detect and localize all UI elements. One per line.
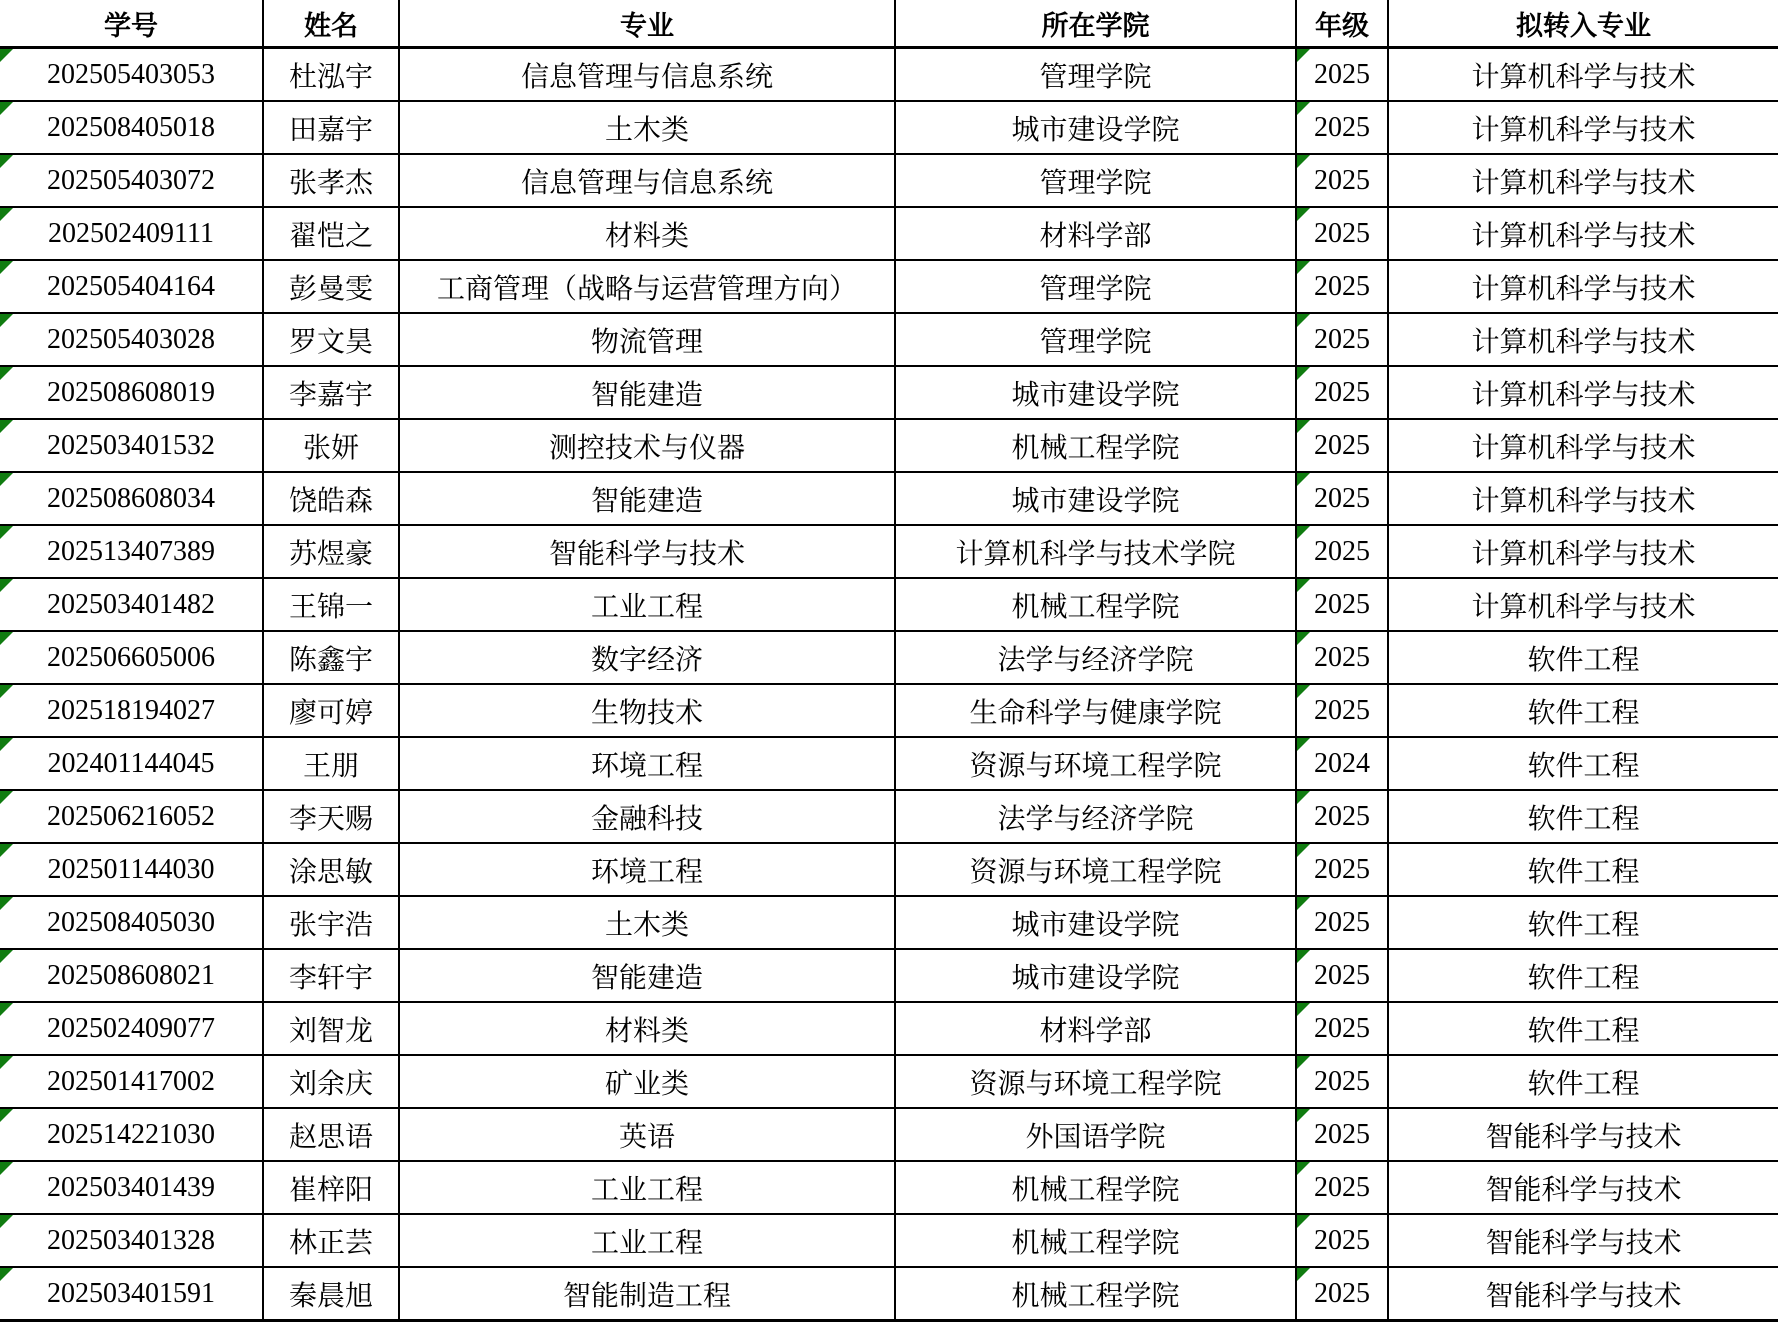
error-indicator-icon <box>1297 1056 1310 1069</box>
cell-name[interactable]: 陈鑫宇 <box>263 631 399 684</box>
cell-target-major[interactable]: 计算机科学与技术 <box>1388 101 1778 154</box>
error-indicator-icon <box>0 155 13 168</box>
cell-major[interactable]: 智能建造 <box>399 366 895 419</box>
cell-student-id[interactable]: 202508608021 <box>0 949 263 1002</box>
table-row <box>0 154 1778 207</box>
error-indicator-icon <box>1297 208 1310 221</box>
cell-major[interactable]: 工业工程 <box>399 578 895 631</box>
cell-college[interactable]: 城市建设学院 <box>895 101 1296 154</box>
cell-college[interactable]: 材料学部 <box>895 1002 1296 1055</box>
cell-target-major[interactable]: 软件工程 <box>1388 684 1778 737</box>
cell-student-id[interactable]: 202518194027 <box>0 684 263 737</box>
cell-college[interactable]: 机械工程学院 <box>895 578 1296 631</box>
table-row <box>0 843 1778 896</box>
cell-target-major[interactable]: 计算机科学与技术 <box>1388 48 1778 102</box>
cell-grade[interactable]: 2025 <box>1296 896 1388 949</box>
table-row <box>0 631 1778 684</box>
cell-name[interactable]: 刘余庆 <box>263 1055 399 1108</box>
cell-name[interactable]: 王锦一 <box>263 578 399 631</box>
cell-student-id[interactable]: 202513407389 <box>0 525 263 578</box>
cell-name[interactable]: 刘智龙 <box>263 1002 399 1055</box>
cell-grade[interactable]: 2025 <box>1296 790 1388 843</box>
error-indicator-icon <box>0 632 13 645</box>
error-indicator-icon <box>0 49 13 62</box>
table-row <box>0 366 1778 419</box>
cell-name[interactable]: 彭曼雯 <box>263 260 399 313</box>
cell-student-id[interactable]: 202502409111 <box>0 207 263 260</box>
error-indicator-icon <box>0 685 13 698</box>
cell-college[interactable]: 城市建设学院 <box>895 949 1296 1002</box>
error-indicator-icon <box>1297 950 1310 963</box>
table-row <box>0 260 1778 313</box>
error-indicator-icon <box>0 314 13 327</box>
cell-name[interactable]: 饶皓森 <box>263 472 399 525</box>
error-indicator-icon <box>1297 49 1310 62</box>
cell-name[interactable]: 李轩宇 <box>263 949 399 1002</box>
table-row <box>0 472 1778 525</box>
cell-major[interactable]: 智能科学与技术 <box>399 525 895 578</box>
header-row <box>0 0 1778 48</box>
table-row <box>0 313 1778 366</box>
cell-name[interactable]: 李天赐 <box>263 790 399 843</box>
error-indicator-icon <box>1297 473 1310 486</box>
table-row <box>0 1108 1778 1161</box>
cell-name[interactable]: 张孝杰 <box>263 154 399 207</box>
cell-grade[interactable]: 2025 <box>1296 684 1388 737</box>
cell-target-major[interactable]: 计算机科学与技术 <box>1388 366 1778 419</box>
table-row <box>0 207 1778 260</box>
cell-target-major[interactable]: 智能科学与技术 <box>1388 1214 1778 1267</box>
cell-major[interactable]: 土木类 <box>399 101 895 154</box>
cell-target-major[interactable]: 软件工程 <box>1388 1002 1778 1055</box>
table-row <box>0 1161 1778 1214</box>
cell-target-major[interactable]: 软件工程 <box>1388 949 1778 1002</box>
cell-target-major[interactable]: 计算机科学与技术 <box>1388 260 1778 313</box>
error-indicator-icon <box>0 473 13 486</box>
cell-grade[interactable]: 2025 <box>1296 1161 1388 1214</box>
cell-college[interactable]: 城市建设学院 <box>895 366 1296 419</box>
cell-major[interactable]: 英语 <box>399 1108 895 1161</box>
cell-student-id[interactable]: 202514221030 <box>0 1108 263 1161</box>
cell-college[interactable]: 机械工程学院 <box>895 1161 1296 1214</box>
cell-student-id[interactable]: 202503401591 <box>0 1267 263 1321</box>
cell-target-major[interactable]: 计算机科学与技术 <box>1388 154 1778 207</box>
cell-grade[interactable]: 2025 <box>1296 207 1388 260</box>
cell-grade[interactable]: 2025 <box>1296 631 1388 684</box>
col-header-grade: 年级 <box>1296 0 1388 48</box>
cell-target-major[interactable]: 智能科学与技术 <box>1388 1161 1778 1214</box>
cell-major[interactable]: 智能建造 <box>399 949 895 1002</box>
cell-college[interactable]: 机械工程学院 <box>895 419 1296 472</box>
cell-student-id[interactable]: 202503401439 <box>0 1161 263 1214</box>
cell-name[interactable]: 张宇浩 <box>263 896 399 949</box>
cell-grade[interactable]: 2025 <box>1296 366 1388 419</box>
col-header-college: 所在学院 <box>895 0 1296 48</box>
error-indicator-icon <box>1297 632 1310 645</box>
cell-student-id[interactable]: 202505403053 <box>0 48 263 102</box>
cell-student-id[interactable]: 202501417002 <box>0 1055 263 1108</box>
cell-target-major[interactable]: 计算机科学与技术 <box>1388 313 1778 366</box>
error-indicator-icon <box>1297 1162 1310 1175</box>
error-indicator-icon <box>1297 897 1310 910</box>
cell-name[interactable]: 秦晨旭 <box>263 1267 399 1321</box>
table-row <box>0 737 1778 790</box>
cell-student-id[interactable]: 202506605006 <box>0 631 263 684</box>
table-row <box>0 896 1778 949</box>
error-indicator-icon <box>1297 738 1310 751</box>
error-indicator-icon <box>1297 579 1310 592</box>
cell-college[interactable]: 管理学院 <box>895 260 1296 313</box>
cell-target-major[interactable]: 软件工程 <box>1388 631 1778 684</box>
table-row <box>0 48 1778 102</box>
cell-student-id[interactable]: 202508608019 <box>0 366 263 419</box>
error-indicator-icon <box>1297 791 1310 804</box>
cell-college[interactable]: 生命科学与健康学院 <box>895 684 1296 737</box>
cell-target-major[interactable]: 计算机科学与技术 <box>1388 419 1778 472</box>
cell-name[interactable]: 张妍 <box>263 419 399 472</box>
cell-major[interactable]: 数字经济 <box>399 631 895 684</box>
cell-target-major[interactable]: 智能科学与技术 <box>1388 1267 1778 1321</box>
table-row <box>0 1267 1778 1321</box>
cell-major[interactable]: 测控技术与仪器 <box>399 419 895 472</box>
error-indicator-icon <box>0 579 13 592</box>
cell-college[interactable]: 法学与经济学院 <box>895 790 1296 843</box>
error-indicator-icon <box>0 1003 13 1016</box>
cell-major[interactable]: 工商管理（战略与运营管理方向） <box>399 260 895 313</box>
error-indicator-icon <box>1297 685 1310 698</box>
table-row <box>0 525 1778 578</box>
cell-college[interactable]: 城市建设学院 <box>895 896 1296 949</box>
cell-student-id[interactable]: 202503401532 <box>0 419 263 472</box>
cell-name[interactable]: 林正芸 <box>263 1214 399 1267</box>
error-indicator-icon <box>1297 526 1310 539</box>
cell-college[interactable]: 外国语学院 <box>895 1108 1296 1161</box>
cell-major[interactable]: 生物技术 <box>399 684 895 737</box>
cell-target-major[interactable]: 计算机科学与技术 <box>1388 578 1778 631</box>
cell-grade[interactable]: 2025 <box>1296 260 1388 313</box>
error-indicator-icon <box>1297 1268 1310 1281</box>
cell-major[interactable]: 土木类 <box>399 896 895 949</box>
cell-college[interactable]: 资源与环境工程学院 <box>895 843 1296 896</box>
cell-grade[interactable]: 2025 <box>1296 949 1388 1002</box>
error-indicator-icon <box>0 208 13 221</box>
cell-name[interactable]: 廖可婷 <box>263 684 399 737</box>
table-row <box>0 1055 1778 1108</box>
cell-target-major[interactable]: 软件工程 <box>1388 843 1778 896</box>
error-indicator-icon <box>0 1056 13 1069</box>
cell-target-major[interactable]: 软件工程 <box>1388 790 1778 843</box>
cell-major[interactable]: 智能建造 <box>399 472 895 525</box>
cell-student-id[interactable]: 202505403072 <box>0 154 263 207</box>
cell-target-major[interactable]: 计算机科学与技术 <box>1388 525 1778 578</box>
cell-student-id[interactable]: 202401144045 <box>0 737 263 790</box>
error-indicator-icon <box>1297 844 1310 857</box>
cell-grade[interactable]: 2025 <box>1296 1002 1388 1055</box>
error-indicator-icon <box>0 844 13 857</box>
error-indicator-icon <box>1297 1109 1310 1122</box>
table-row <box>0 101 1778 154</box>
cell-name[interactable]: 赵思语 <box>263 1108 399 1161</box>
cell-major[interactable]: 工业工程 <box>399 1161 895 1214</box>
cell-grade[interactable]: 2024 <box>1296 737 1388 790</box>
cell-grade[interactable]: 2025 <box>1296 313 1388 366</box>
table-row <box>0 578 1778 631</box>
cell-name[interactable]: 李嘉宇 <box>263 366 399 419</box>
cell-student-id[interactable]: 202501144030 <box>0 843 263 896</box>
cell-name[interactable]: 王朋 <box>263 737 399 790</box>
cell-major[interactable]: 环境工程 <box>399 737 895 790</box>
cell-grade[interactable]: 2025 <box>1296 1267 1388 1321</box>
error-indicator-icon <box>0 102 13 115</box>
col-header-student-id: 学号 <box>0 0 263 48</box>
table-row <box>0 949 1778 1002</box>
cell-grade[interactable]: 2025 <box>1296 48 1388 102</box>
cell-student-id[interactable]: 202503401328 <box>0 1214 263 1267</box>
cell-college[interactable]: 法学与经济学院 <box>895 631 1296 684</box>
cell-college[interactable]: 资源与环境工程学院 <box>895 1055 1296 1108</box>
error-indicator-icon <box>0 950 13 963</box>
error-indicator-icon <box>0 261 13 274</box>
cell-grade[interactable]: 2025 <box>1296 1108 1388 1161</box>
cell-name[interactable]: 翟恺之 <box>263 207 399 260</box>
error-indicator-icon <box>1297 1003 1310 1016</box>
cell-grade[interactable]: 2025 <box>1296 154 1388 207</box>
error-indicator-icon <box>0 1109 13 1122</box>
cell-grade[interactable]: 2025 <box>1296 578 1388 631</box>
cell-college[interactable]: 机械工程学院 <box>895 1214 1296 1267</box>
error-indicator-icon <box>1297 102 1310 115</box>
error-indicator-icon <box>0 1215 13 1228</box>
error-indicator-icon <box>1297 314 1310 327</box>
cell-major[interactable]: 矿业类 <box>399 1055 895 1108</box>
table-row <box>0 419 1778 472</box>
table-row <box>0 1214 1778 1267</box>
error-indicator-icon <box>1297 155 1310 168</box>
cell-college[interactable]: 管理学院 <box>895 154 1296 207</box>
cell-grade[interactable]: 2025 <box>1296 843 1388 896</box>
cell-student-id[interactable]: 202503401482 <box>0 578 263 631</box>
error-indicator-icon <box>1297 420 1310 433</box>
error-indicator-icon <box>0 420 13 433</box>
table-row <box>0 790 1778 843</box>
cell-name[interactable]: 涂思敏 <box>263 843 399 896</box>
cell-major[interactable]: 金融科技 <box>399 790 895 843</box>
cell-college[interactable]: 城市建设学院 <box>895 472 1296 525</box>
error-indicator-icon <box>1297 261 1310 274</box>
cell-college[interactable]: 材料学部 <box>895 207 1296 260</box>
error-indicator-icon <box>0 526 13 539</box>
cell-target-major[interactable]: 计算机科学与技术 <box>1388 207 1778 260</box>
table-row <box>0 1002 1778 1055</box>
cell-grade[interactable]: 2025 <box>1296 101 1388 154</box>
error-indicator-icon <box>0 1162 13 1175</box>
cell-student-id[interactable]: 202505404164 <box>0 260 263 313</box>
cell-name[interactable]: 崔梓阳 <box>263 1161 399 1214</box>
error-indicator-icon <box>0 897 13 910</box>
error-indicator-icon <box>0 738 13 751</box>
cell-major[interactable]: 材料类 <box>399 207 895 260</box>
error-indicator-icon <box>1297 367 1310 380</box>
cell-target-major[interactable]: 软件工程 <box>1388 1055 1778 1108</box>
cell-target-major[interactable]: 软件工程 <box>1388 737 1778 790</box>
cell-grade[interactable]: 2025 <box>1296 472 1388 525</box>
cell-name[interactable]: 杜泓宇 <box>263 48 399 102</box>
error-indicator-icon <box>0 367 13 380</box>
error-indicator-icon <box>1297 1215 1310 1228</box>
cell-student-id[interactable]: 202502409077 <box>0 1002 263 1055</box>
error-indicator-icon <box>0 791 13 804</box>
cell-grade[interactable]: 2025 <box>1296 1055 1388 1108</box>
cell-college[interactable]: 机械工程学院 <box>895 1267 1296 1321</box>
cell-student-id[interactable]: 202505403028 <box>0 313 263 366</box>
col-header-major: 专业 <box>399 0 895 48</box>
cell-major[interactable]: 环境工程 <box>399 843 895 896</box>
col-header-target-major: 拟转入专业 <box>1388 0 1778 48</box>
cell-major[interactable]: 材料类 <box>399 1002 895 1055</box>
cell-student-id[interactable]: 202508608034 <box>0 472 263 525</box>
cell-college[interactable]: 资源与环境工程学院 <box>895 737 1296 790</box>
cell-student-id[interactable]: 202508405018 <box>0 101 263 154</box>
cell-student-id[interactable]: 202508405030 <box>0 896 263 949</box>
cell-grade[interactable]: 2025 <box>1296 419 1388 472</box>
cell-college[interactable]: 计算机科学与技术学院 <box>895 525 1296 578</box>
cell-name[interactable]: 苏煜豪 <box>263 525 399 578</box>
cell-target-major[interactable]: 智能科学与技术 <box>1388 1108 1778 1161</box>
cell-major[interactable]: 物流管理 <box>399 313 895 366</box>
cell-target-major[interactable]: 软件工程 <box>1388 896 1778 949</box>
error-indicator-icon <box>0 1268 13 1281</box>
col-header-name: 姓名 <box>263 0 399 48</box>
table-row <box>0 684 1778 737</box>
cell-grade[interactable]: 2025 <box>1296 1214 1388 1267</box>
cell-student-id[interactable]: 202506216052 <box>0 790 263 843</box>
cell-name[interactable]: 田嘉宇 <box>263 101 399 154</box>
cell-major[interactable]: 信息管理与信息系统 <box>399 154 895 207</box>
cell-major[interactable]: 信息管理与信息系统 <box>399 48 895 102</box>
cell-college[interactable]: 管理学院 <box>895 313 1296 366</box>
cell-major[interactable]: 工业工程 <box>399 1214 895 1267</box>
cell-grade[interactable]: 2025 <box>1296 525 1388 578</box>
cell-target-major[interactable]: 计算机科学与技术 <box>1388 472 1778 525</box>
cell-major[interactable]: 智能制造工程 <box>399 1267 895 1321</box>
cell-name[interactable]: 罗文昊 <box>263 313 399 366</box>
cell-college[interactable]: 管理学院 <box>895 48 1296 102</box>
